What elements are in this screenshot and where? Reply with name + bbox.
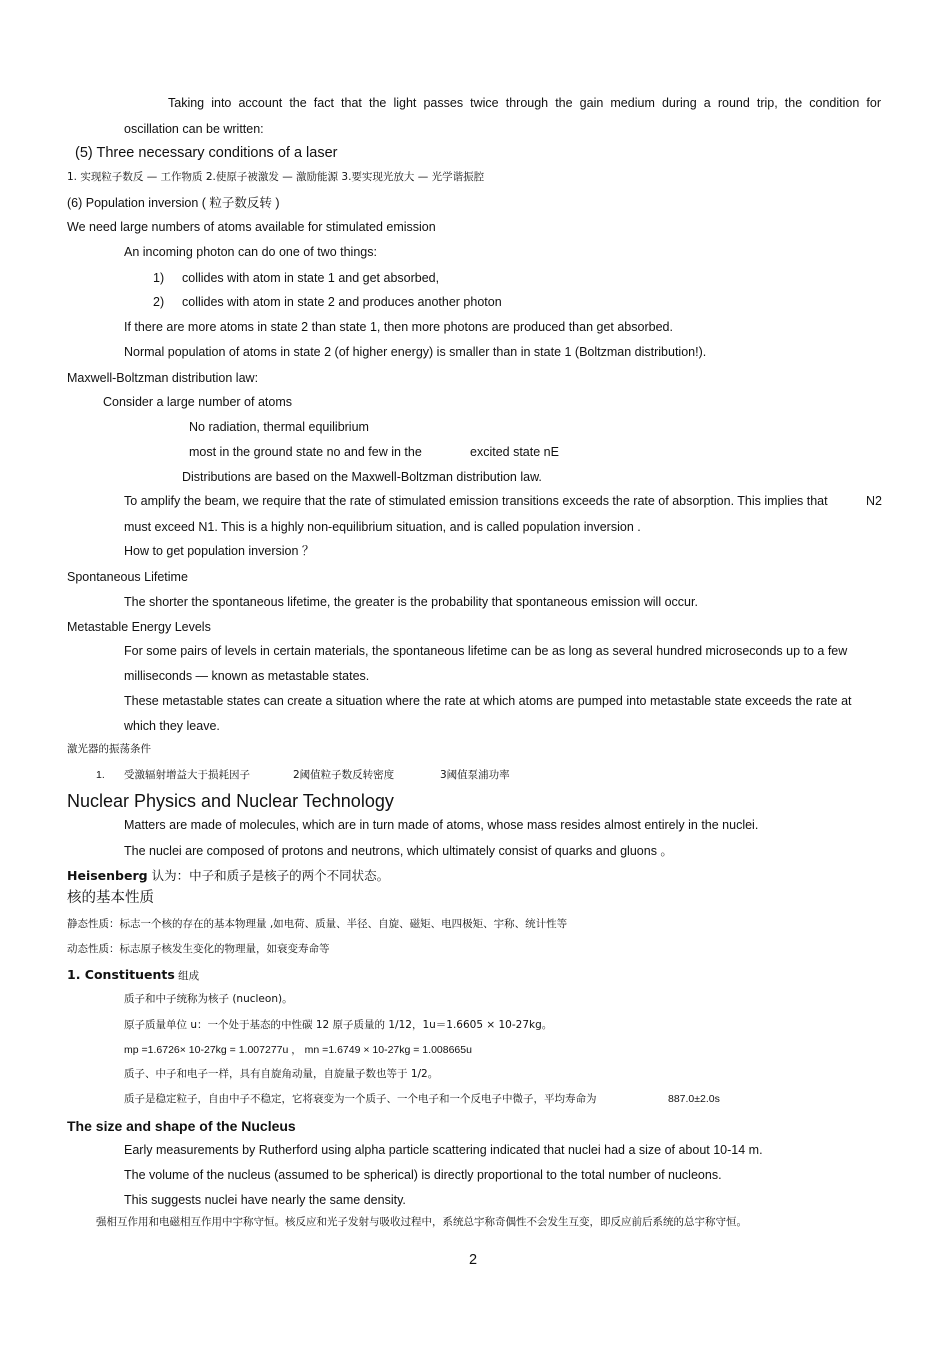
- paragraph-line: 质子和中子统称为核子 (nucleon)。: [124, 993, 293, 1005]
- paragraph-line: most in the ground state no and few in the: [189, 445, 422, 459]
- paragraph-line: For some pairs of levels in certain materials, the spontaneous lifetime can be as long as several hundred microseconds up to a few: [124, 644, 848, 658]
- bold-term: 1. Constituents: [67, 967, 175, 982]
- paragraph-line: which they leave.: [124, 719, 220, 733]
- list-number: 2): [153, 295, 165, 309]
- paragraph-line: These metastable states can create a situation where the rate at which atoms are pumped into metastable state exceeds the rate at: [124, 694, 852, 708]
- paragraph-line: 质子是稳定粒子，自由中子不稳定，它将衰变为一个质子、一个电子和一个反电子中微子，平均寿命为: [124, 1093, 597, 1105]
- page-number: 2: [469, 1252, 478, 1268]
- section-heading: (5) Three necessary conditions of a laser: [75, 145, 338, 161]
- paragraph-line: 静态性质：标志一个核的存在的基本物理量 ,如电荷、质量、半径、自旋、磁矩、电四极矩、宇称、统计性等: [67, 918, 568, 930]
- paragraph-line: 强相互作用和电磁相互作用中宇称守恒。核反应和光子发射与吸收过程中，系统总宇称奇偶性不会发生互变，即反应前后系统的总宇称守恒。: [96, 1216, 747, 1228]
- paragraph-line: An incoming photon can do one of two things:: [124, 245, 377, 259]
- section-heading: Metastable Energy Levels: [67, 620, 211, 634]
- paragraph-line: Normal population of atoms in state 2 (of higher energy) is smaller than in state 1 (Boltzman distribution!).: [124, 345, 707, 359]
- section-heading: 激光器的振荡条件: [67, 743, 151, 755]
- paragraph-line: N2: [866, 494, 882, 508]
- paragraph-line: The nuclei are composed of protons and neutrons, which ultimately consist of quarks and gluons 。: [124, 844, 673, 858]
- paragraph-line: oscillation can be written:: [124, 122, 264, 136]
- list-item: collides with atom in state 2 and produces another photon: [182, 295, 502, 309]
- section-heading: The size and shape of the Nucleus: [67, 1118, 296, 1134]
- paragraph-line: If there are more atoms in state 2 than state 1, then more photons are produced than get absorbed.: [124, 320, 673, 334]
- section-heading: Spontaneous Lifetime: [67, 570, 188, 584]
- list-item: 2阈值粒子数反转密度: [293, 769, 395, 781]
- list-number: 1): [153, 271, 165, 285]
- section-heading: 核的基本性质: [67, 890, 154, 906]
- heading-text: 组成: [174, 970, 200, 982]
- paragraph-line: This suggests nuclei have nearly the same density.: [124, 1193, 406, 1207]
- paragraph-line: Matters are made of molecules, which are in turn made of atoms, whose mass resides almost entirely in the nuclei.: [124, 818, 759, 832]
- paragraph-line: Taking into account the fact that the light passes twice through the gain medium during a round trip, the condition for: [168, 96, 881, 110]
- list-number: 1.: [96, 769, 105, 781]
- paragraph-line: Distributions are based on the Maxwell-Boltzman distribution law.: [182, 470, 542, 484]
- paragraph-line: Early measurements by Rutherford using alpha particle scattering indicated that nuclei had a size of about 10-14 m.: [124, 1143, 763, 1157]
- paragraph-line: We need large numbers of atoms available for stimulated emission: [67, 220, 436, 234]
- paragraph-text: 认为：中子和质子是核子的两个不同状态。: [147, 868, 390, 883]
- section-heading: (6) Population inversion ( 粒子数反转 ): [67, 196, 280, 210]
- paragraph-line: 原子质量单位 u：一个处于基态的中性碳 12 原子质量的 1/12，1u＝1.6605 × 10-27kg。: [124, 1019, 553, 1031]
- paragraph-line: Consider a large number of atoms: [103, 395, 292, 409]
- paragraph-line: excited state nE: [470, 445, 559, 459]
- list-item: 受激辐射增益大于损耗因子: [124, 769, 250, 781]
- section-heading: Maxwell-Boltzman distribution law:: [67, 371, 259, 385]
- paragraph-line: To amplify the beam, we require that the rate of stimulated emission transitions exceeds the rate of absorption. This implies that: [124, 494, 828, 508]
- section-heading: [67, 967, 199, 984]
- paragraph-line: No radiation, thermal equilibrium: [189, 420, 369, 434]
- paragraph-line: The shorter the spontaneous lifetime, the greater is the probability that spontaneous emission will occur.: [124, 595, 698, 609]
- paragraph-line: The volume of the nucleus (assumed to be spherical) is directly proportional to the total number of nucleons.: [124, 1168, 722, 1182]
- bold-term: Heisenberg: [67, 868, 148, 883]
- list-item: collides with atom in state 1 and get absorbed,: [182, 271, 440, 285]
- paragraph-line: milliseconds — known as metastable states.: [124, 669, 370, 683]
- paragraph-line: 1. 实现粒子数反 — 工作物质 2.使原子被激发 — 激励能源 3.要实现光放大 — 光学谐振腔: [67, 171, 485, 183]
- list-item: 3阈值泵浦功率: [440, 769, 510, 781]
- paragraph-line: How to get population inversion ？: [124, 544, 315, 558]
- paragraph-line: must exceed N1. This is a highly non-equilibrium situation, and is called population inversion .: [124, 520, 641, 534]
- paragraph-line: [67, 868, 389, 884]
- paragraph-line: mp =1.6726× 10-27kg = 1.007277u ， mn =1.6749 × 10-27kg = 1.008665u: [124, 1044, 472, 1056]
- paragraph-line: 887.0±2.0s: [668, 1093, 720, 1105]
- paragraph-line: 质子、中子和电子一样，具有自旋角动量，自旋量子数也等于 1/2。: [124, 1068, 439, 1080]
- paragraph-line: 动态性质：标志原子核发生变化的物理量，如衰变寿命等: [67, 943, 330, 955]
- section-title: Nuclear Physics and Nuclear Technology: [67, 791, 394, 811]
